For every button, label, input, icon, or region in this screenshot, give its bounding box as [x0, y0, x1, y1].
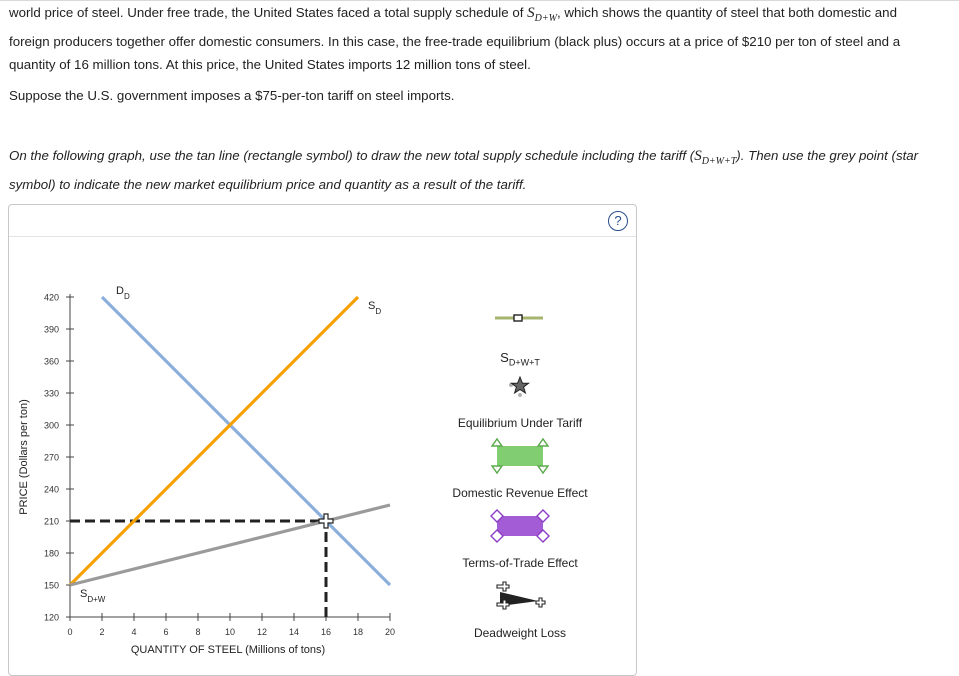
- x-tick-label: 16: [320, 627, 332, 637]
- series-label-total-supply-curve-sdw: $S_{D+W}$: [80, 588, 106, 604]
- sdw-symbol: $S_{D+W}$: [527, 5, 557, 24]
- instructions-text-a: On the following graph, use the tan line (rectangle symbol) to draw the new total supply schedule including the tariff (: [9, 148, 695, 163]
- intro-text-a: world price of steel. Under free trade, the United States faced a total supply schedule of: [9, 5, 528, 20]
- y-tick-label: 120: [43, 612, 59, 623]
- x-axis-title: QUANTITY OF STEEL (Millions of tons): [130, 644, 326, 656]
- x-tick-label: 2: [99, 627, 105, 637]
- tool-label-terms-of-trade: Terms-of-Trade Effect: [462, 556, 578, 570]
- y-tick-label: 300: [43, 420, 59, 431]
- x-tick-label: 14: [288, 627, 300, 637]
- sdwt-symbol: $S_{D+W+T}$: [694, 148, 737, 167]
- series-label-domestic-supply-curve-sd: $S_D$: [368, 300, 382, 316]
- series-label-demand-curve-dd: $D_D$: [116, 285, 130, 301]
- y-tick-label: 420: [43, 292, 59, 303]
- tool-label-supply-tariff: $S_{D+W+T}$: [500, 350, 540, 368]
- tool-label-domestic-revenue: Domestic Revenue Effect: [452, 486, 588, 500]
- x-tick-label: 4: [131, 627, 137, 637]
- tool-label-deadweight-loss: Deadweight Loss: [473, 626, 567, 640]
- y-axis-title: PRICE (Dollars per ton): [18, 399, 30, 515]
- tool-label-equilibrium: Equilibrium Under Tariff: [457, 416, 583, 430]
- x-tick-label: 18: [352, 627, 364, 637]
- y-tick-label: 270: [43, 452, 59, 463]
- y-tick-label: 330: [43, 388, 59, 399]
- tariff-paragraph: Suppose the U.S. government imposes a $75-per-ton tariff on steel imports.: [9, 88, 455, 103]
- instructions-text-b: ). Then use the grey point (star symbol) to indicate the new market equilibrium price and quantity as a result of the tariff.: [9, 148, 919, 192]
- y-tick-label: 240: [43, 484, 59, 495]
- help-button[interactable]: ?: [608, 211, 628, 231]
- tool-supply-tariff-line[interactable]: [495, 315, 543, 321]
- y-tick-label: 210: [43, 516, 59, 527]
- tool-equilibrium-star[interactable]: [509, 377, 529, 397]
- y-tick-label: 180: [43, 548, 59, 559]
- y-tick-label: 360: [43, 356, 59, 367]
- x-tick-label: 10: [224, 627, 236, 637]
- x-tick-label: 20: [384, 627, 396, 637]
- y-tick-label: 390: [43, 324, 59, 335]
- x-tick-label: 0: [67, 627, 73, 637]
- tool-terms-of-trade[interactable]: [491, 510, 549, 542]
- x-tick-label: 8: [195, 627, 201, 637]
- domestic-supply-curve-sd[interactable]: [70, 297, 358, 585]
- x-tick-label: 12: [256, 627, 268, 637]
- y-tick-label: 150: [43, 580, 59, 591]
- intro-text-b: , which shows the quantity of steel that both domestic and foreign producers together offer domestic consumers. In this case, the free-trade equilibrium (black plus) occurs at a price of $210 per ton of steel and a quantity of 16 million tons. At this price, the United States imports 12 million tons of steel.: [9, 5, 901, 72]
- tool-domestic-revenue[interactable]: [492, 439, 548, 473]
- tool-deadweight-loss[interactable]: [497, 582, 545, 609]
- total-supply-curve-sdw[interactable]: [70, 505, 390, 585]
- x-tick-label: 6: [163, 627, 169, 637]
